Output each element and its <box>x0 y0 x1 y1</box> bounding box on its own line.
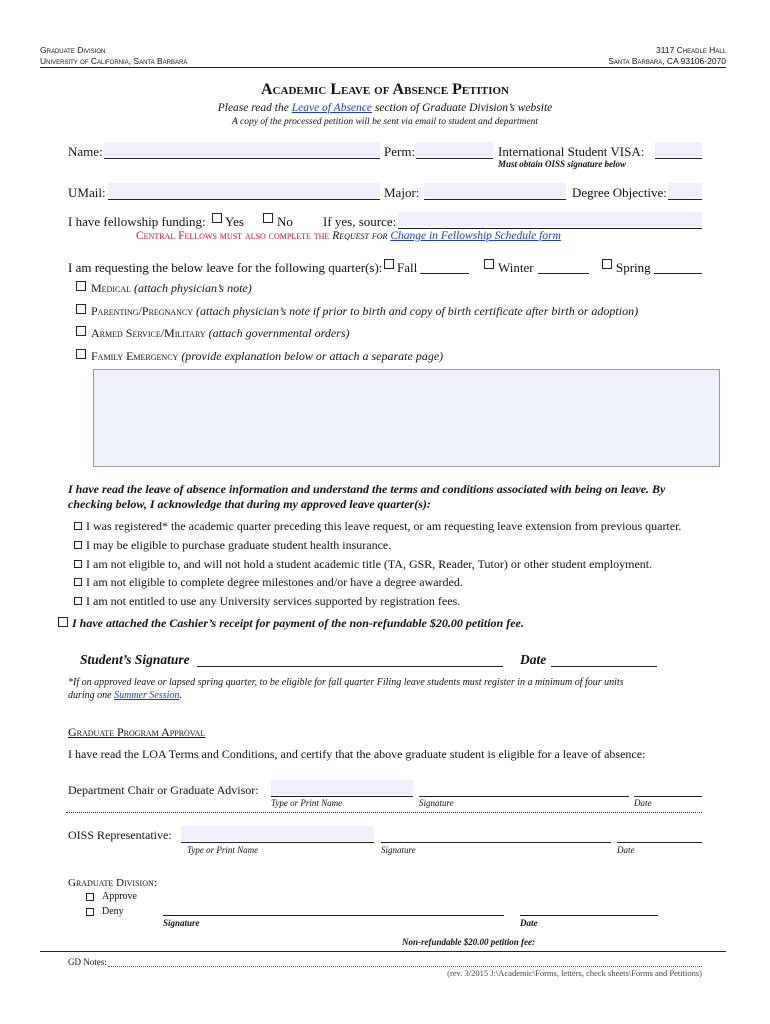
oiss-signature-label: Signature <box>381 845 416 855</box>
header-rule <box>40 67 726 68</box>
page-title: Academic Leave of Absence Petition <box>261 81 509 98</box>
visa-note: Must obtain OISS signature below <box>498 159 627 169</box>
reason-military-desc: (attach governmental orders) <box>205 326 350 340</box>
degree-input[interactable] <box>668 183 702 198</box>
program-approval-heading: Graduate Program Approval <box>68 725 206 739</box>
name-input[interactable] <box>104 142 380 157</box>
explanation-textarea[interactable] <box>93 369 720 467</box>
funding-no-label: No <box>277 214 293 229</box>
oiss-date-line[interactable] <box>617 842 702 843</box>
reason-family-desc: (provide explanation below or attach a separate page) <box>178 349 444 363</box>
chair-signature-label: Signature <box>419 798 454 808</box>
degree-label: Degree Objective: <box>572 185 667 200</box>
spring-underline[interactable] <box>654 273 702 274</box>
funding-label: I have fellowship funding: <box>68 214 206 229</box>
ack-checkbox-3[interactable] <box>74 560 82 568</box>
reason-medical-title: Medical <box>91 281 131 295</box>
leave-of-absence-link[interactable]: Leave of Absence <box>291 102 372 114</box>
chair-date-line[interactable] <box>634 796 702 797</box>
ack-heading-line2: checking below, I acknowledge that during my approved leave quarter(s): <box>68 497 431 511</box>
gd-heading: Graduate Division: <box>68 877 157 889</box>
degree-underline <box>668 199 702 200</box>
visa-input[interactable] <box>655 142 702 157</box>
perm-input[interactable] <box>416 142 493 157</box>
ack-checkbox-2[interactable] <box>74 541 82 549</box>
footnote-text: during one <box>68 690 115 701</box>
funding-no-checkbox[interactable] <box>263 213 273 223</box>
reason-medical <box>91 281 252 296</box>
umail-label: UMail: <box>68 185 106 200</box>
perm-label: Perm: <box>384 144 416 159</box>
chair-label: Department Chair or Graduate Advisor: <box>68 783 259 797</box>
subtitle-text: Please read the <box>217 102 292 114</box>
receipt-text: I have attached the Cashier’s receipt for payment of the non-refundable $20.00 petition fee. <box>72 616 524 630</box>
reason-medical-desc: (attach physician’s note) <box>131 281 252 295</box>
spring-checkbox[interactable] <box>602 259 612 269</box>
visa-underline <box>655 158 702 159</box>
spring-label: Spring <box>616 260 651 275</box>
oiss-signature-line[interactable] <box>381 842 611 843</box>
oiss-date-label: Date <box>617 845 635 855</box>
footnote-line2 <box>68 690 182 701</box>
footnote-line1: *If on approved leave or lapsed spring quarter, to be eligible for fall quarter Filing leave students must register in a minimum of four units <box>68 677 624 688</box>
approval-divider <box>66 812 702 813</box>
source-input[interactable] <box>398 212 702 227</box>
chair-signature-line[interactable] <box>419 796 629 797</box>
winter-underline[interactable] <box>538 273 589 274</box>
ack-item-3: I am not eligible to, and will not hold a student academic title (TA, GSR, Reader, Tutor) or other student employment. <box>86 557 653 571</box>
oiss-name-underline <box>181 842 374 843</box>
gd-deny-label: Deny <box>102 906 124 917</box>
umail-input[interactable] <box>108 183 380 198</box>
fellows-note <box>136 230 561 242</box>
student-date-label: Date <box>520 652 547 667</box>
name-underline <box>104 158 380 159</box>
gd-deny-checkbox[interactable] <box>86 908 94 916</box>
fall-label: Fall <box>397 260 418 275</box>
perm-underline <box>416 158 493 159</box>
oiss-type-print-label: Type or Print Name <box>187 845 259 855</box>
family-emergency-checkbox[interactable] <box>76 349 86 359</box>
reason-military-title: Armed Service/Military <box>91 326 206 340</box>
ack-item-5: I am not entitled to use any University services supported by registration fees. <box>86 594 461 608</box>
summer-session-link[interactable]: Summer Session <box>114 690 180 701</box>
chair-date-label: Date <box>634 798 652 808</box>
ack-checkbox-4[interactable] <box>74 578 82 586</box>
student-signature-line[interactable] <box>197 666 503 667</box>
reason-military <box>91 326 349 341</box>
ack-checkbox-1[interactable] <box>74 522 82 530</box>
ack-item-4: I am not eligible to complete degree milestones and/or have a degree awarded. <box>86 575 463 589</box>
ack-heading-line1: I have read the leave of absence information and understand the terms and conditions associated with being on leave. By <box>68 482 666 496</box>
gd-notes-line[interactable] <box>108 966 702 967</box>
reason-parenting-desc: (attach physician’s note if prior to birth and copy of birth certificate after birth or adoption) <box>193 304 639 318</box>
fellowship-schedule-link[interactable]: Change in Fellowship Schedule form <box>390 230 561 242</box>
reason-family-title: Family Emergency <box>91 349 179 363</box>
chair-type-print-label: Type or Print Name <box>271 798 343 808</box>
reason-parenting <box>91 304 638 319</box>
ack-item-2: I may be eligible to purchase graduate student health insurance. <box>86 538 392 552</box>
oiss-label: OISS Representative: <box>68 828 172 842</box>
umail-underline <box>108 199 380 200</box>
oiss-name-input[interactable] <box>181 826 374 841</box>
source-label: If yes, source: <box>323 214 397 229</box>
medical-checkbox[interactable] <box>76 281 86 291</box>
receipt-checkbox[interactable] <box>58 617 68 627</box>
student-signature-label: Student’s Signature <box>80 652 190 667</box>
gd-approve-checkbox[interactable] <box>86 893 94 901</box>
fall-underline[interactable] <box>420 273 469 274</box>
footnote-end: . <box>179 690 182 701</box>
funding-yes-checkbox[interactable] <box>212 213 222 223</box>
header-left-line1: Graduate Division <box>40 45 106 55</box>
gd-date-label: Date <box>520 918 538 928</box>
quarters-label: I am requesting the below leave for the following quarter(s): <box>68 260 383 275</box>
fellows-note-red: Central Fellows must also complete the <box>136 230 330 242</box>
header-right-line1: 3117 Cheadle Hall <box>656 45 726 55</box>
ack-item-1: I was registered* the academic quarter preceding this leave request, or am requesting leave extension from previous quarter. <box>86 519 682 533</box>
gd-fee-label: Non-refundable $20.00 petition fee: <box>402 937 535 947</box>
winter-label: Winter <box>498 260 534 275</box>
chair-name-input[interactable] <box>271 780 413 795</box>
source-underline <box>398 228 702 229</box>
major-label: Major: <box>384 185 420 200</box>
revision-note: (rev. 3/2015 J:\Academic\Forms, letters, check sheets\Forms and Petitions) <box>447 968 702 978</box>
reason-family <box>91 349 443 364</box>
fellows-note-request: Request for <box>329 230 391 242</box>
gd-notes-label: GD Notes: <box>68 957 107 967</box>
visa-label: International Student VISA: <box>498 144 645 159</box>
gd-approve-label: Approve <box>102 891 137 902</box>
major-underline <box>424 199 566 200</box>
approval-statement: I have read the LOA Terms and Conditions, and certify that the above graduate student is eligible for a leave of absence: <box>68 747 646 761</box>
funding-yes-label: Yes <box>225 214 244 229</box>
header-right-line2: Santa Barbara, CA 93106-2070 <box>608 56 726 66</box>
name-label: Name: <box>68 144 103 159</box>
gd-date-line[interactable] <box>520 915 658 916</box>
major-input[interactable] <box>424 183 566 198</box>
footer-rule <box>40 951 726 952</box>
gd-signature-label: Signature <box>163 918 200 928</box>
winter-checkbox[interactable] <box>484 259 494 269</box>
reason-parenting-title: Parenting/Pregnancy <box>91 304 194 318</box>
fall-checkbox[interactable] <box>384 259 394 269</box>
subtitle-copy-note: A copy of the processed petition will be sent via email to student and department <box>231 117 539 127</box>
ack-checkbox-5[interactable] <box>74 597 82 605</box>
student-date-line[interactable] <box>551 666 657 667</box>
military-checkbox[interactable] <box>76 326 86 336</box>
header-left-line2: University of California, Santa Barbara <box>40 56 188 66</box>
subtitle <box>0 102 770 114</box>
chair-name-underline <box>271 796 413 797</box>
subtitle-text-end: section of Graduate Division’s website <box>371 102 553 114</box>
parenting-checkbox[interactable] <box>76 304 86 314</box>
gd-signature-line[interactable] <box>163 915 504 916</box>
